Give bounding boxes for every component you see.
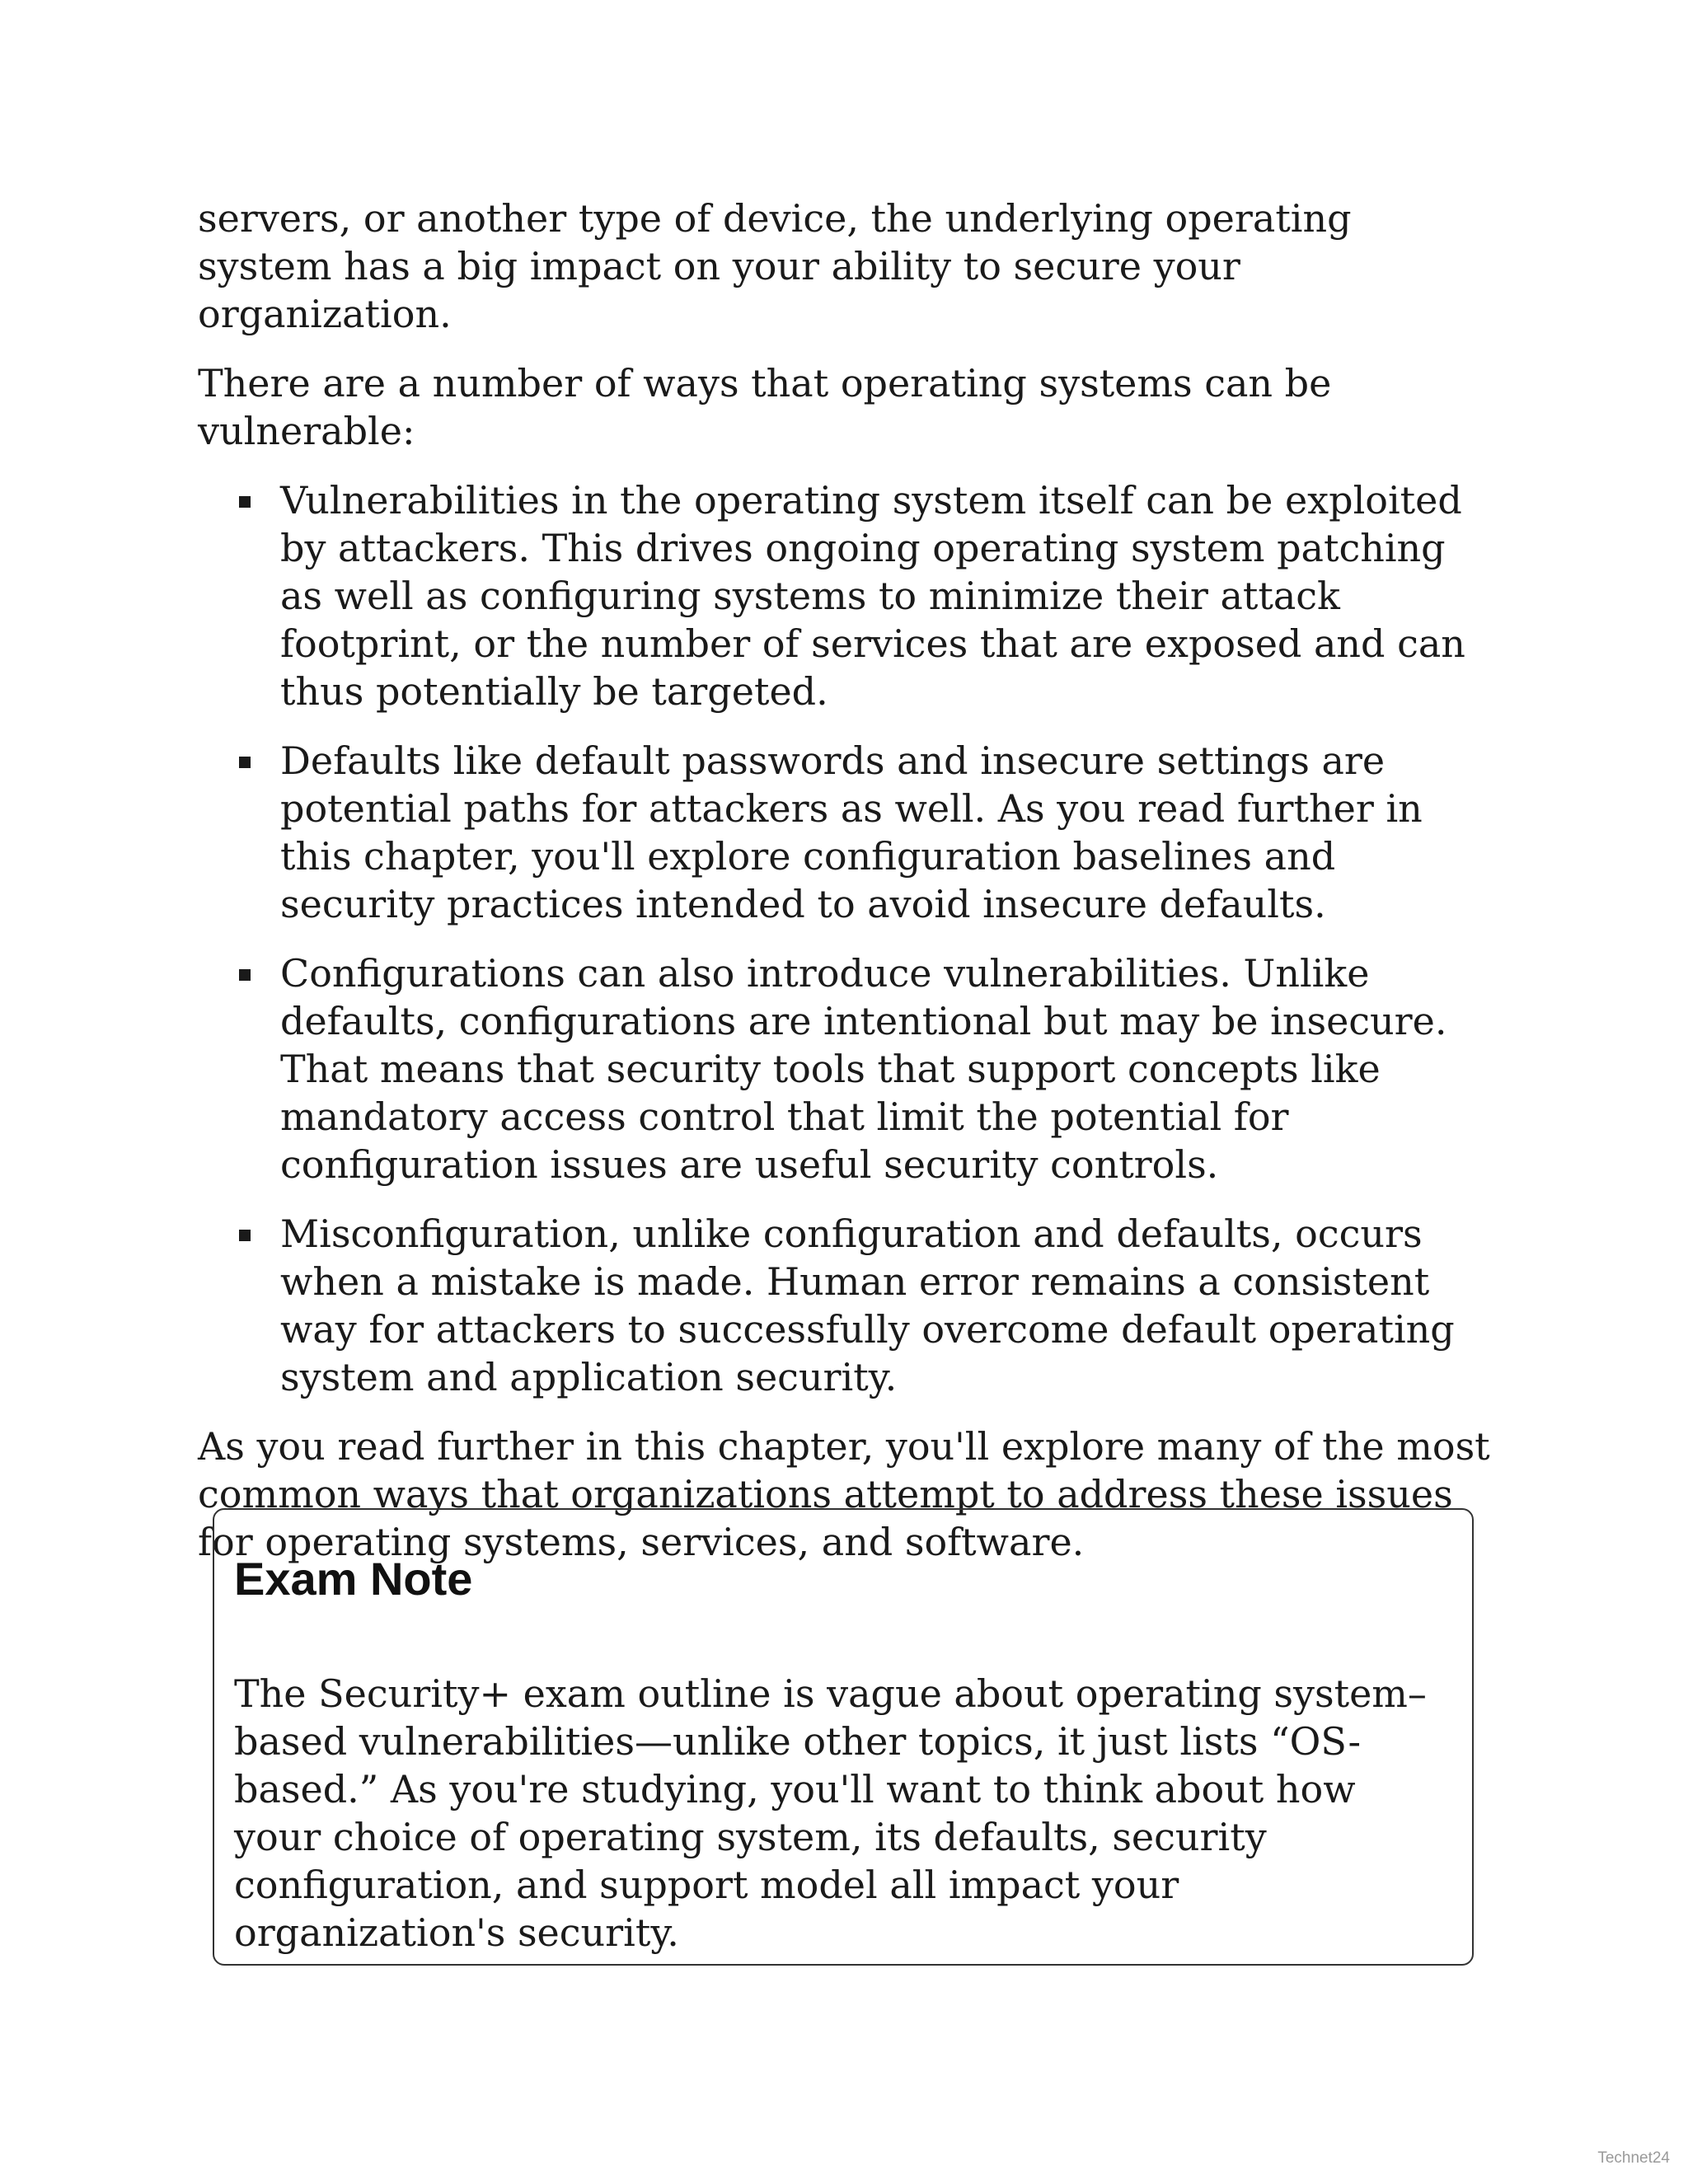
exam-note-box	[213, 1508, 1474, 1966]
list-item	[280, 1210, 1496, 1401]
page-content	[198, 194, 1496, 1587]
list-item-text: Misconfiguration, unlike configuration and defaults, occurs when a mistake is made. Human error remains a consistent way for attackers to successfully overcome default operating system and application security.	[280, 1212, 1455, 1399]
vulnerability-list	[198, 476, 1496, 1401]
exam-note-title: Exam Note	[234, 1553, 473, 1605]
closing-paragraph: As you read further in this chapter, you'll explore many of the most common ways that organizations attempt to address these issues for operating systems, services, and software.	[198, 1424, 1490, 1564]
square-bullet-icon	[239, 757, 251, 768]
intro-paragraph: servers, or another type of device, the underlying operating system has a big impact on your ability to secure your organization.	[198, 196, 1352, 336]
square-bullet-icon	[239, 969, 251, 981]
lead-paragraph: There are a number of ways that operating systems can be vulnerable:	[198, 361, 1332, 453]
square-bullet-icon	[239, 1230, 251, 1241]
list-item	[280, 949, 1496, 1188]
list-item-text: Vulnerabilities in the operating system itself can be exploited by attackers. This drives ongoing operating system patching as well as configuring systems to minimize their attack footprint, or the number of services that are exposed and can thus potentially be targeted.	[280, 478, 1465, 714]
list-item	[280, 737, 1496, 928]
list-item-text: Defaults like default passwords and insecure settings are potential paths for attackers as well. As you read further in this chapter, you'll explore configuration baselines and security practices intended to avoid insecure defaults.	[280, 738, 1423, 926]
list-item	[280, 476, 1496, 715]
watermark-text: Technet24	[1597, 2149, 1670, 2167]
list-item-text: Configurations can also introduce vulnerabilities. Unlike defaults, configurations are intentional but may be insecure. That means that security tools that support concepts like mandatory access control that limit the potential for configuration issues are useful security controls.	[280, 951, 1447, 1187]
exam-note-text: The Security+ exam outline is vague about operating system–based vulnerabilities—unlike other topics, it just lists “OS-based.” As you're studying, you'll want to think about how your choice of operating system, its defaults, security configuration, and support model all impact your organization's security.	[234, 1671, 1427, 1955]
square-bullet-icon	[239, 496, 251, 508]
